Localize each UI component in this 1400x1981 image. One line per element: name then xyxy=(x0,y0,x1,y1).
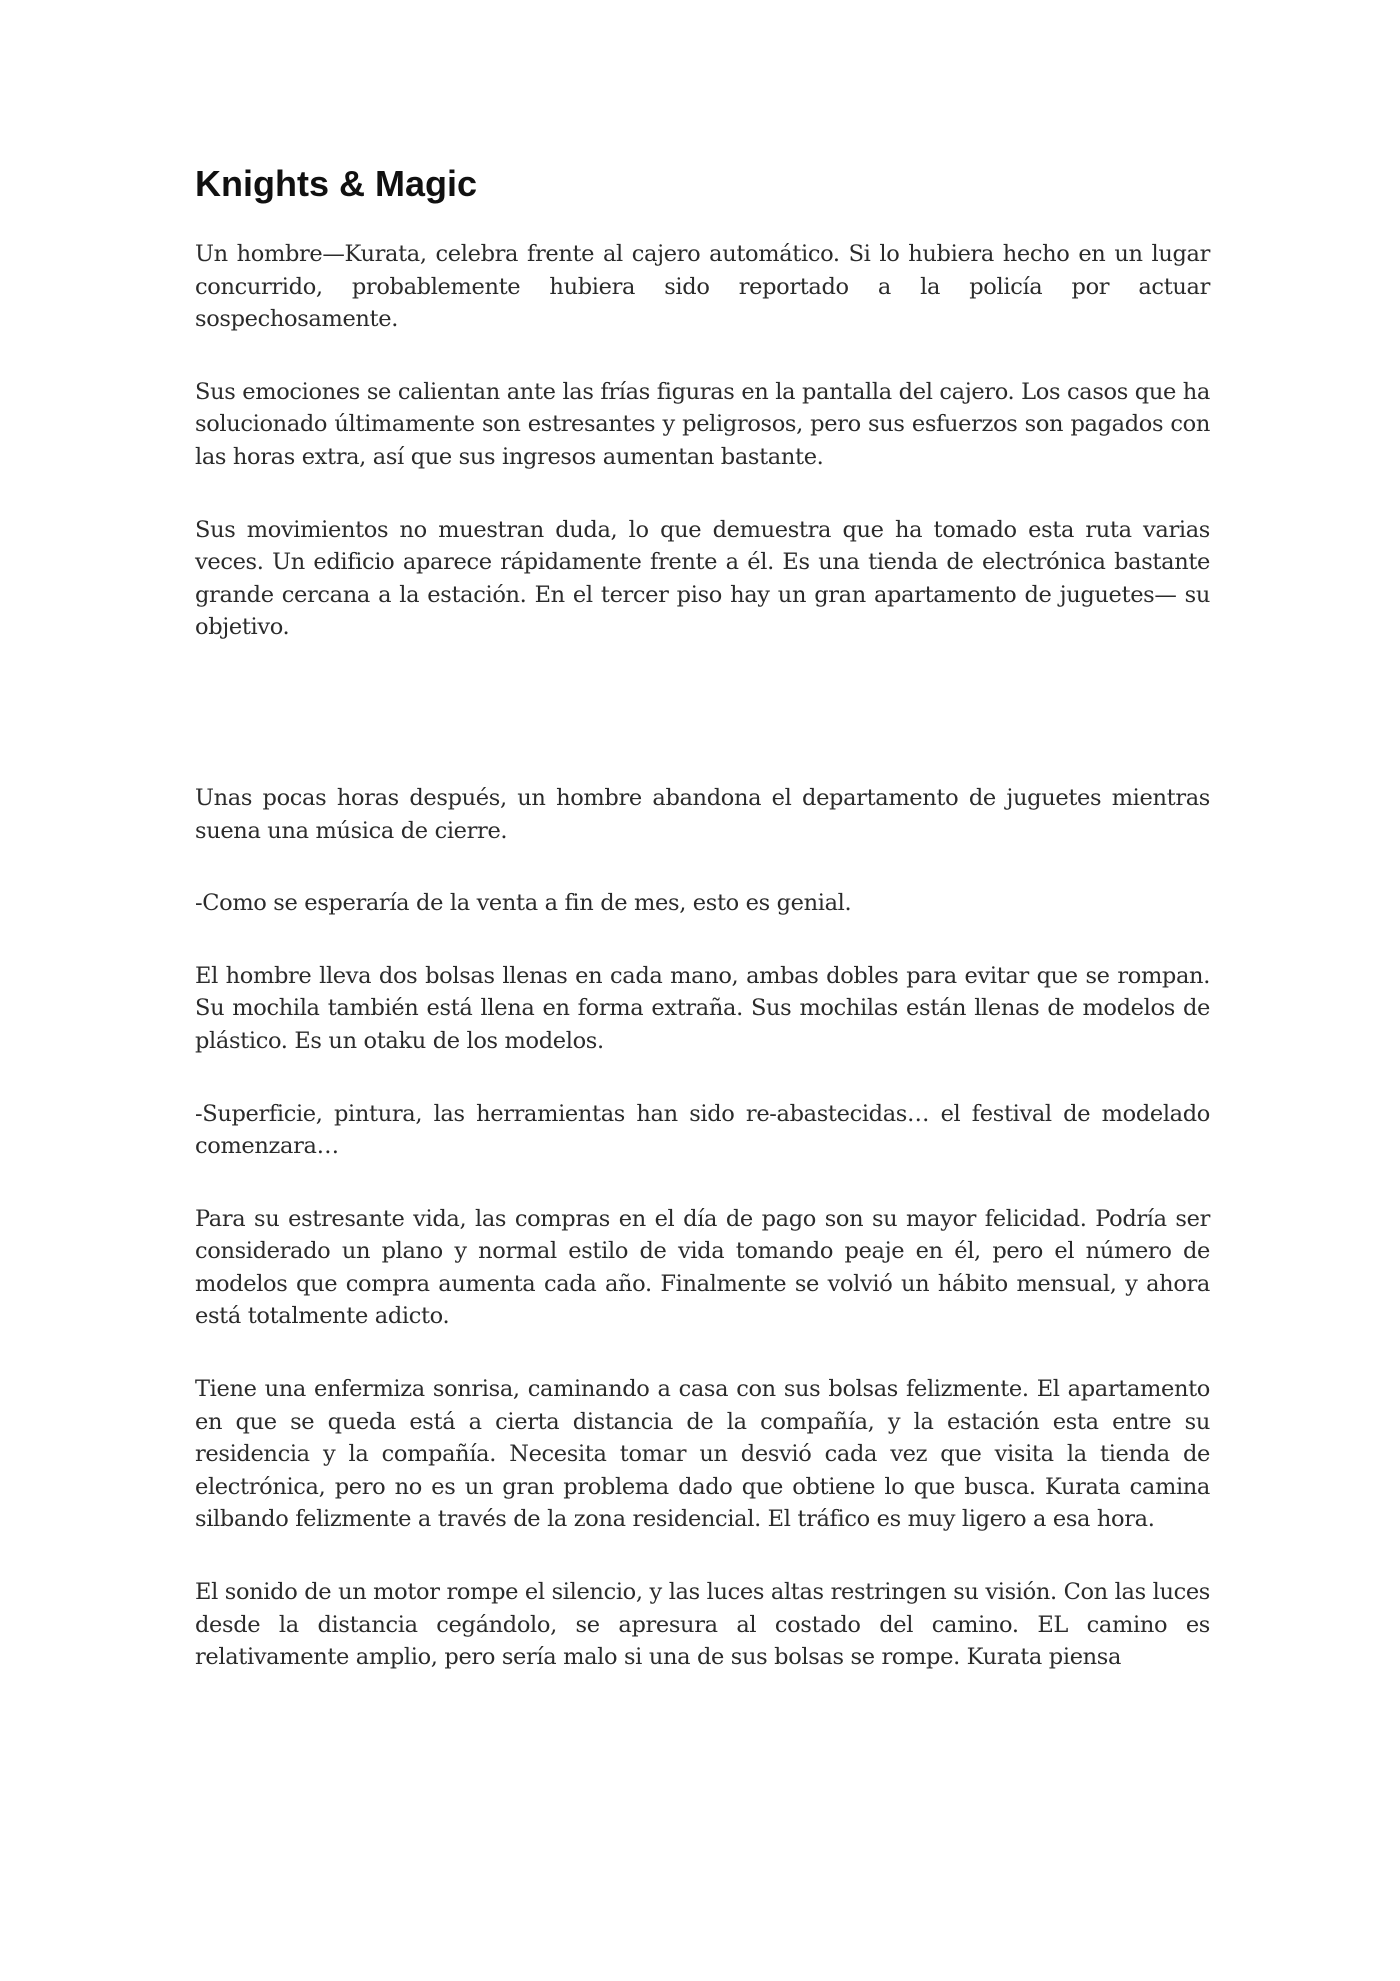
dialogue-line: -Como se esperaría de la venta a fin de mes, esto es genial. xyxy=(195,890,852,917)
document-title: Knights & Magic xyxy=(195,163,478,204)
paragraph: Sus emociones se calientan ante las frías figuras en la pantalla del cajero. Los casos que ha solucionado últimamente son estresantes y peligrosos, pero sus esfuerzos son pagados con las horas extra, así que sus ingresos aumentan bastante. xyxy=(195,378,1210,470)
paragraph: Tiene una enfermiza sonrisa, caminando a casa con sus bolsas felizmente. El apartamento en que se queda está a cierta distancia de la compañía, y la estación esta entre su residencia y la compañía. Necesita tomar un desvió cada vez que visita la tienda de electrónica, pero no es un gran problema dado que obtiene lo que busca. Kurata camina silbando felizmente a través de la zona residencial. El tráfico es muy ligero a esa hora. xyxy=(195,1376,1210,1533)
paragraph: Sus movimientos no muestran duda, lo que demuestra que ha tomado esta ruta varias veces. Un edificio aparece rápidamente frente a él. Es una tienda de electrónica bastante grande cercana a la estación. En el tercer piso hay un gran apartamento de juguetes— su objetivo. xyxy=(195,516,1210,641)
paragraph: El hombre lleva dos bolsas llenas en cada mano, ambas dobles para evitar que se rompan. Su mochila también está llena en forma extraña. Sus mochilas están llenas de modelos de plástico. Es un otaku de los modelos. xyxy=(195,962,1210,1054)
dialogue-line: -Superficie, pintura, las herramientas han sido re-abastecidas… el festival de modelado comenzara… xyxy=(195,1100,1210,1160)
paragraph: El sonido de un motor rompe el silencio, y las luces altas restringen su visión. Con las luces desde la distancia cegándolo, se apresura al costado del camino. EL camino es relativamente amplio, pero sería malo si una de sus bolsas se rompe. Kurata piensa xyxy=(195,1579,1210,1671)
paragraph: Un hombre—Kurata, celebra frente al cajero automático. Si lo hubiera hecho en un lugar concurrido, probablemente hubiera sido reportado a la policía por actuar sospechosamente. xyxy=(195,241,1210,333)
paragraph: Unas pocas horas después, un hombre abandona el departamento de juguetes mientras suena una música de cierre. xyxy=(195,784,1210,844)
paragraph: Para su estresante vida, las compras en el día de pago son su mayor felicidad. Podría ser considerado un plano y normal estilo de vida tomando peaje en él, pero el número de modelos que compra aumenta cada año. Finalmente se volvió un hábito mensual, y ahora está totalmente adicto. xyxy=(195,1205,1210,1330)
document-body xyxy=(195,160,1210,1714)
